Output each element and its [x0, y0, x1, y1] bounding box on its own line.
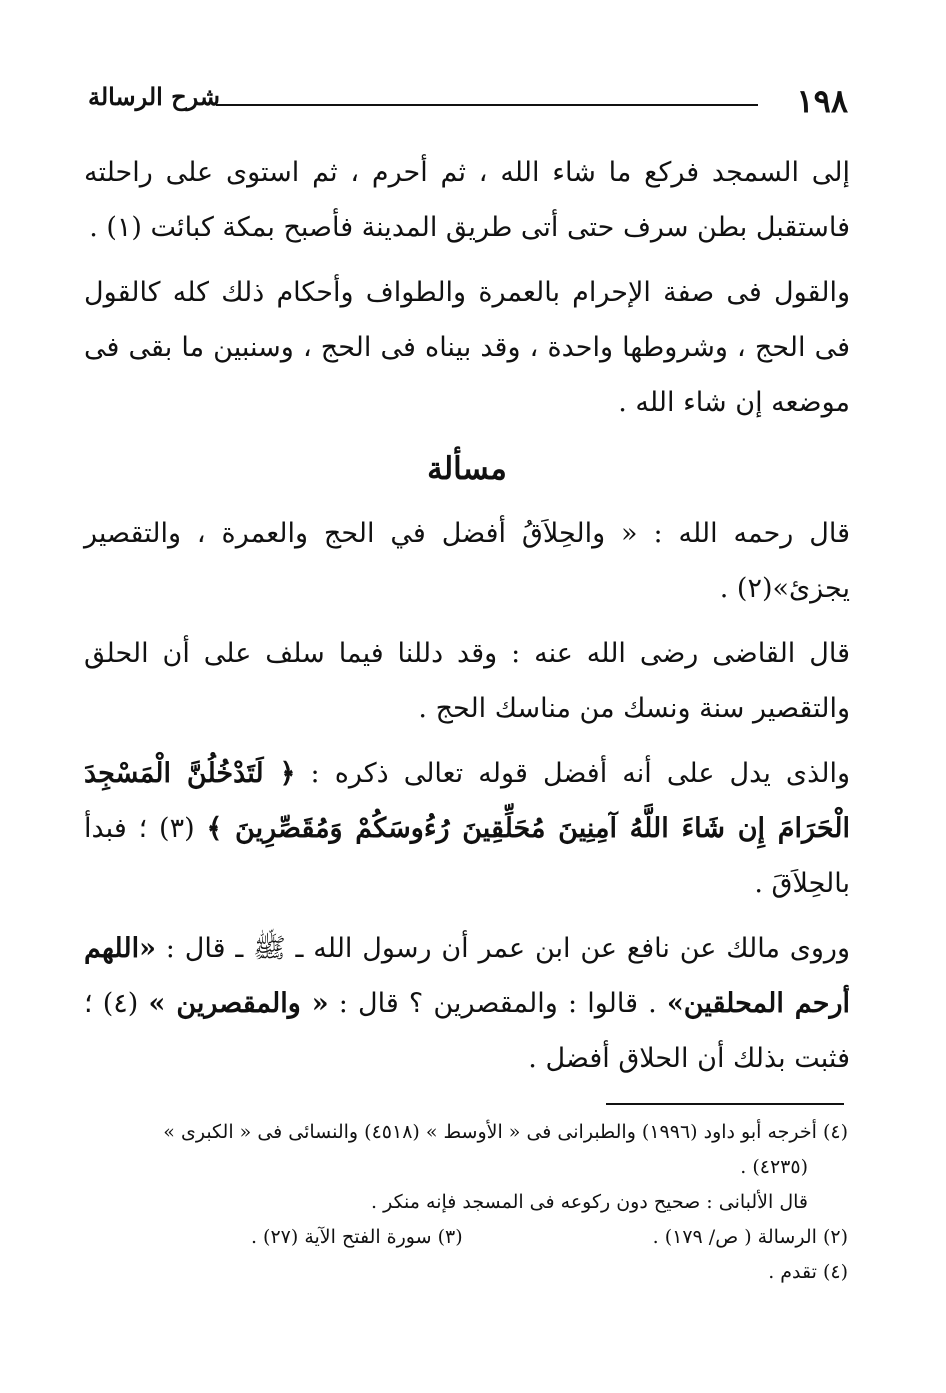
header-rule — [216, 104, 758, 106]
paragraph-1: إلى السمجد فركع ما شاء الله ، ثم أحرم ، ثم استوى على راحلته فاستقبل بطن سرف حتى أتى طريق المدينة فأصبح بمكة كبائت (١) . — [84, 157, 850, 243]
paragraph-6-conclusion: (٤) ؛ فثبت بذلك أن الحلاق أفضل . — [84, 988, 850, 1074]
footnote-1-line-2: (٤٢٣٥) . — [740, 1156, 808, 1178]
footnote-4: (٤) تقدم . — [768, 1261, 848, 1283]
footnote-1-line-1: (٤) أخرجه أبو داود (١٩٩٦) والطبرانى فى « الأوسط » (٤٥١٨) والنسائى فى « الكبرى » — [163, 1121, 848, 1143]
footnote-row-2-3 — [86, 1220, 848, 1254]
paragraph-3: قال رحمه الله : « والحِلاَقُ أفضل في الحج والعمرة ، والتقصير يجزئ»(٢) . — [84, 518, 850, 604]
section-heading: مسألة — [427, 451, 507, 487]
paragraph-5-intro: والذى يدل على أنه أفضل قوله تعالى ذكره : — [295, 758, 851, 789]
paragraph-5 — [84, 746, 850, 911]
footnote-1-line-3: قال الألبانى : صحيح دون ركوعه فى المسجد فإنه منكر . — [371, 1191, 808, 1213]
quran-verse: ﴿ لَتَدْخُلُنَّ الْمَسْجِدَ الْحَرَامَ إِن شَاءَ اللَّهُ آمِنِينَ مُحَلِّقِينَ رُءُوسَكُمْ وَمُقَصِّرِينَ ﴾ — [84, 758, 851, 844]
running-title: شرح الرسالة — [88, 82, 221, 111]
footnote-separator — [606, 1103, 844, 1105]
paragraph-6-intro: وروى مالك عن نافع عن ابن عمر أن رسول الله ـ ﷺ ـ قال : — [155, 933, 850, 964]
paragraph-6 — [84, 921, 850, 1086]
paragraph-2: والقول فى صفة الإحرام بالعمرة والطواف وأحكام ذلك كله كالقول فى الحج ، وشروطها واحدة ، وقد بيناه فى الحج ، وسنبين ما بقى فى موضعه إن شاء الله . — [84, 277, 850, 418]
main-text — [84, 145, 850, 1086]
footnote-3: (٣) سورة الفتح الآية (٢٧) . — [250, 1226, 463, 1248]
hadith-quote-2: « والمقصرين » — [148, 988, 329, 1019]
paragraph-5-conclusion: (٣) ؛ فبدأ بالحِلاَقَ . — [84, 813, 850, 899]
page-number: ١٩٨ — [796, 82, 848, 120]
footnote-2: (٢) الرسالة ( ص/ ١٧٩) . — [652, 1226, 848, 1248]
hadith-quote-1: «اللهم أرحم المحلقين» — [84, 933, 850, 1019]
paragraph-4: قال القاضى رضى الله عنه : وقد دللنا فيما سلف على أن الحلق والتقصير سنة ونسك من مناسك الحج . — [84, 638, 850, 724]
page-header — [88, 78, 848, 118]
footnotes — [86, 1115, 848, 1290]
paragraph-6-middle: . قالوا : والمقصرين ؟ قال : — [328, 988, 667, 1019]
